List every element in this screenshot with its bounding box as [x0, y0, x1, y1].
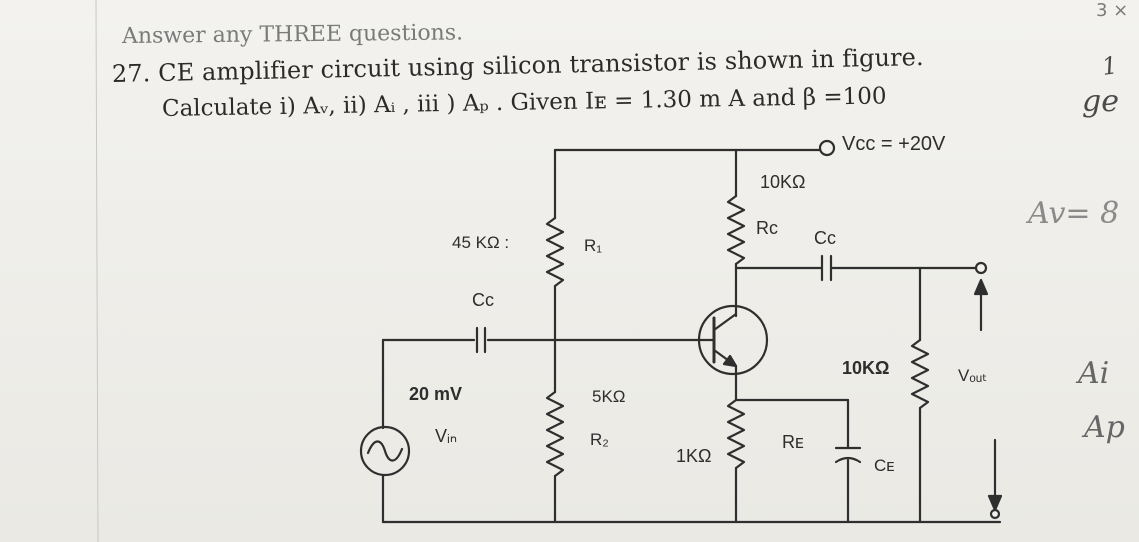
cc-in-label: Cc	[472, 290, 494, 310]
page-margin-line	[96, 0, 98, 542]
transistor-collector-lead	[714, 314, 736, 330]
ce-label: Cᴇ	[874, 456, 895, 475]
r1-resistor	[547, 218, 563, 286]
vout-label: Vₒᵤₜ	[958, 366, 988, 385]
re-resistor	[728, 400, 744, 468]
rc-label: Rc	[756, 218, 778, 238]
cc-out-label: Cc	[814, 228, 836, 248]
question-line-2: Calculate i) Aᵥ, ii) Aᵢ , iii ) Aₚ . Given Iᴇ = 1.30 m A and β =100	[161, 83, 887, 122]
r1-value: 45 KΩ :	[452, 233, 510, 252]
instruction-text: Answer any THREE questions.	[121, 20, 464, 49]
r1-label: R₁	[584, 236, 603, 255]
vout-terminal-bottom	[991, 510, 999, 518]
margin-note-av: Av= 8	[1028, 196, 1120, 231]
r2-value: 5KΩ	[592, 387, 626, 406]
re-label: Rᴇ	[782, 432, 804, 452]
vin-value: 20 mV	[409, 384, 463, 404]
vcc-label: Vcc = +20V	[842, 133, 946, 155]
rl-value: 10KΩ	[842, 358, 890, 378]
vin-label: Vᵢₙ	[435, 426, 458, 446]
re-value: 1KΩ	[676, 446, 712, 466]
corner-mark: 3 ×	[1096, 0, 1129, 21]
margin-note-1: 1	[1100, 51, 1120, 81]
question-line-1: 27. CE amplifier circuit using silicon transistor is shown in figure.	[111, 43, 924, 88]
margin-note-ge: ge	[1082, 84, 1119, 119]
r2-label: R₂	[590, 430, 609, 449]
arrow-up-icon	[975, 280, 987, 294]
sine-icon	[368, 441, 402, 460]
r2-resistor	[547, 392, 563, 476]
vout-terminal-top	[976, 263, 986, 273]
vcc-terminal	[820, 141, 834, 155]
margin-note-ai: Ai	[1078, 356, 1110, 391]
rc-resistor	[728, 196, 744, 264]
margin-note-ap: Ap	[1084, 410, 1125, 445]
rc-value: 10KΩ	[760, 172, 806, 192]
arrow-down-icon	[989, 496, 1001, 510]
rl-resistor	[912, 340, 928, 408]
